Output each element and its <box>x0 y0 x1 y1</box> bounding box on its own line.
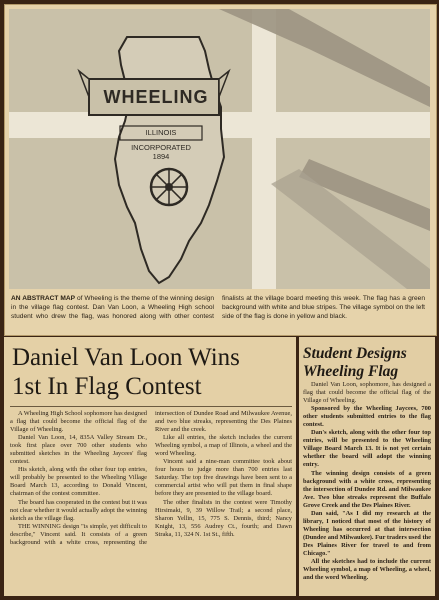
headline-line-2: 1st In Flag Contest <box>12 373 202 400</box>
wagon-wheel-icon <box>151 169 187 205</box>
paragraph: Sponsored by the Wheeling Jaycees, 700 other students submitted entries to the flag contest. <box>303 405 431 429</box>
article-left <box>4 337 296 596</box>
flag-year-label: 1894 <box>152 152 170 161</box>
headline-line-1: Daniel Van Loon Wins <box>12 344 240 371</box>
flag-state-label: ILLINOIS <box>145 128 177 137</box>
flag-wordmark: WHEELING <box>103 87 209 107</box>
caption-lead: AN ABSTRACT MAP <box>11 295 76 302</box>
flag-illustration <box>9 9 430 289</box>
flag-photo-clipping <box>4 4 437 336</box>
paragraph: Daniel Van Loon, sophomore, has designed a flag that could become the official flag of the Village of Wheeling. <box>303 381 431 405</box>
article-right-headline <box>303 345 433 381</box>
paragraph: Daniel Van Loon, 14, 835A Valley Stream Dr., took first place over 700 other students who submitted sketches in the Wheeling Jaycees' flag contest. <box>10 434 147 466</box>
paragraph: Like all entries, the sketch includes the current Wheeling symbol, a map of Illinois, a wheel and the word Wheeling. <box>155 434 292 458</box>
paragraph: THE WINNING design "is simple, yet difficult to describe," Vincent said. It consists of a green background with a white cross, representing the intersection of Dundee Road and Milwaukee Avenue, and two blue streaks, representing the Des Plaines River and the creek. <box>10 410 292 546</box>
paragraph: Dan's sketch, along with the other four top entries, will be presented to the Wheeling Village Board March 13. It is not yet certain whether the board will adopt the winning entry. <box>303 429 431 469</box>
paragraph: The winning design consists of a green background with a white cross, representing the intersection of Dundee Rd. and Milwaukee Ave. Two blue streaks represent the Buffalo Grove Creek and the Des Plaines River. <box>303 469 431 509</box>
article-clippings <box>0 337 439 600</box>
flag-incorporated-label: INCORPORATED <box>131 143 191 152</box>
article-left-body <box>10 410 292 594</box>
flag-photo <box>9 9 430 289</box>
headline-line-2: Wheeling Flag <box>303 363 399 380</box>
paragraph: Vincent said a nine-man committee took about four hours to judge more than 700 entries last Saturday. The top five drawings have been sent to a commercial artist who will put them in final shape before they are presented to the village board. <box>155 458 292 498</box>
headline-rule <box>10 406 292 407</box>
article-right-body <box>303 381 431 594</box>
caption-text: of Wheeling is the theme of the winning design in the village flag contest. Dan Van Loon, a Wheeling High school student who drew the flag, was honored along with other contest finalists at the village board meeting this week. The flag has a green background with white and blue stripes. The village symbol on the left side of the flag is done in yellow and black. <box>11 295 425 321</box>
photo-caption <box>11 294 425 322</box>
article-left-headline <box>12 343 294 401</box>
paragraph: His sketch, along with the other four top entries, will probably be presented to the Wheeling Village Board March 13, according to Donald Vincent, chairman of the contest committee. <box>10 466 147 498</box>
paragraph: A Wheeling High School sophomore has designed a flag that could become the official flag of the Village of Wheeling. <box>10 410 147 434</box>
paragraph: All the sketches had to include the current Wheeling symbol, a map of Wheeling, a wheel, and the word Wheeling. <box>303 558 431 582</box>
headline-line-1: Student Designs <box>303 345 407 362</box>
article-right <box>299 337 435 596</box>
paragraph: Dan said, "As I did my research at the library, I noticed that most of the history of Wheeling has occurred at that intersection (Dundee and Milwaukee). Fur traders used the Des Plaines River for travel to and from Chicago." <box>303 509 431 557</box>
paragraph: The other finalists in the contest were Timothy Hirsimaki, 9, 39 Willow Trail; a second place, Sharon Yellin, 15, 775 S. Dennis, third; Nancy Knight, 13, 556 Audrey Ct., fourth; and Dawn Straka, 11, 324 N. 1st St., fifth. <box>155 498 292 538</box>
paragraph: The board has cooperated in the contest but it was not clear whether it would actually adopt the winning sketch as the village flag. <box>10 498 147 522</box>
